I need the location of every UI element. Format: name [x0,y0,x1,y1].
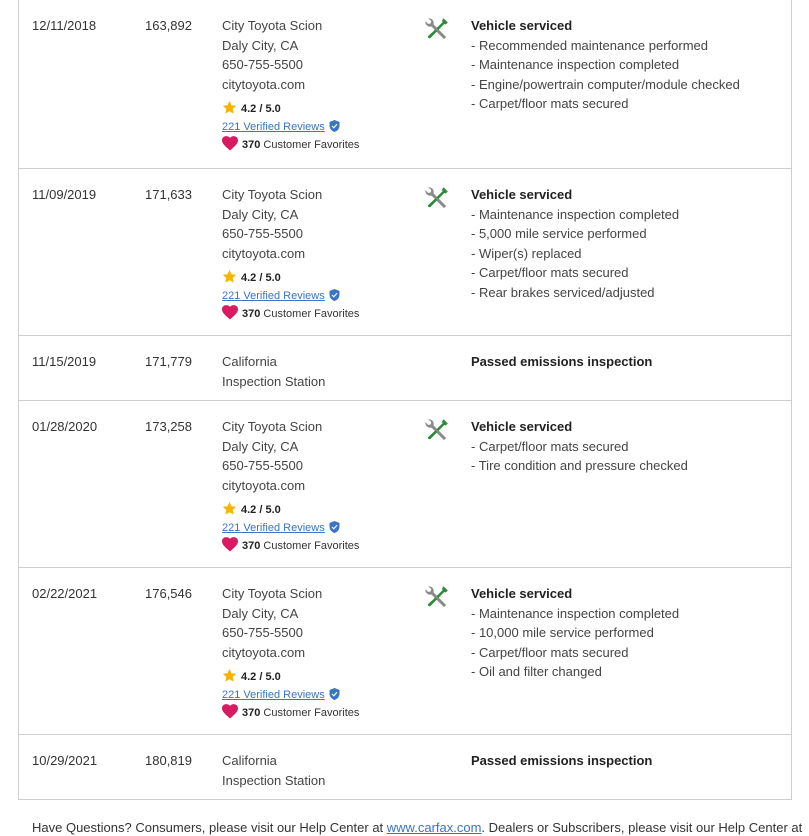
wrench-screwdriver-icon [425,186,449,210]
favorites-count: 370 [242,540,261,552]
comment-line: - Maintenance inspection completed [471,206,680,222]
source-type: Inspection Station [222,772,326,788]
history-record [19,567,791,734]
record-title: Vehicle serviced [471,586,573,601]
help-footer [32,820,802,835]
dealer-rating [222,100,359,118]
record-title: Passed emissions inspection [471,753,653,768]
star-icon [222,269,237,284]
favorites-label: Customer Favorites [263,540,360,552]
source-type: Inspection Station [222,373,326,389]
service-history-table [18,0,792,800]
record-title: Vehicle serviced [471,187,573,202]
history-record [19,168,791,335]
rating-score: 4.2 / 5.0 [241,103,281,115]
reviews-row [222,118,359,136]
customer-favorites [222,136,359,154]
source-name: California [222,753,277,768]
source-location: Daly City, CA [222,206,299,222]
favorites-count: 370 [242,308,261,320]
rating-score: 4.2 / 5.0 [241,671,281,683]
record-source [222,584,359,722]
wrench-screwdriver-icon [425,17,449,41]
comment-line: - Wiper(s) replaced [471,245,582,261]
comment-line: - 10,000 mile service performed [471,625,654,640]
record-odometer: 171,779 [145,354,192,369]
record-source [222,751,325,790]
favorites-label: Customer Favorites [263,139,360,151]
source-phone: 650-755-5500 [222,458,303,473]
record-date: 11/15/2019 [32,354,97,369]
record-odometer: 163,892 [145,18,192,33]
verified-shield-icon [329,289,340,301]
record-source [222,352,325,391]
reviews-row [222,519,359,537]
carfax-help-link[interactable]: www.carfax.com [386,820,482,835]
comment-line: - Rear brakes serviced/adjusted [471,284,655,300]
source-name: California [222,354,277,369]
footer-text-before: Have Questions? Consumers, please visit our Help Center at [32,820,387,835]
star-icon [222,501,237,516]
heart-icon [222,136,238,151]
verified-reviews-link[interactable]: 221 Verified Reviews [222,689,325,701]
heart-icon [222,704,238,719]
favorites-count: 370 [242,707,261,719]
record-odometer: 180,819 [145,753,192,768]
comment-line: - Maintenance inspection completed [471,57,680,72]
comment-line: - Maintenance inspection completed [471,605,680,621]
record-title: Vehicle serviced [471,419,573,434]
favorites-count: 370 [242,139,261,151]
verified-shield-icon [329,688,340,700]
comment-line: - Oil and filter changed [471,664,602,679]
record-comments [471,751,652,771]
source-phone: 650-755-5500 [222,226,303,241]
dealer-rating [222,668,359,686]
wrench-screwdriver-icon [425,585,449,609]
record-date: 12/11/2018 [32,18,97,33]
verified-shield-icon [329,120,340,132]
heart-icon [222,305,238,320]
record-title: Passed emissions inspection [471,354,653,369]
favorites-label: Customer Favorites [263,308,360,320]
source-website: citytoyota.com [222,76,306,92]
favorites-label: Customer Favorites [263,707,360,719]
record-date: 02/22/2021 [32,586,98,601]
record-comments [471,185,679,302]
heart-icon [222,537,238,552]
customer-favorites [222,305,359,323]
source-name: City Toyota Scion [222,18,323,33]
reviews-row [222,287,359,305]
verified-reviews-link[interactable]: 221 Verified Reviews [222,290,325,302]
dealer-rating [222,269,359,287]
record-source [222,16,359,154]
dealer-rating [222,501,359,519]
source-website: citytoyota.com [222,245,306,261]
comment-line: - Engine/powertrain computer/module checked [471,76,740,92]
record-comments [471,352,652,372]
comment-line: - Tire condition and pressure checked [471,458,688,473]
source-phone: 650-755-5500 [222,625,303,640]
reviews-row [222,686,359,704]
comment-line: - Carpet/floor mats secured [471,438,629,454]
source-location: Daly City, CA [222,605,299,621]
comment-line: - 5,000 mile service performed [471,226,647,241]
customer-favorites [222,704,359,722]
record-odometer: 173,258 [145,419,192,434]
record-odometer: 176,546 [145,586,192,601]
record-source [222,417,359,555]
star-icon [222,100,237,115]
source-phone: 650-755-5500 [222,57,303,72]
verified-shield-icon [329,521,340,533]
star-icon [222,668,237,683]
record-date: 10/29/2021 [32,753,98,768]
source-name: City Toyota Scion [222,187,323,202]
history-record [19,335,791,400]
record-comments [471,16,740,114]
record-odometer: 171,633 [145,187,192,202]
wrench-screwdriver-icon [425,418,449,442]
record-date: 11/09/2019 [32,187,97,202]
source-name: City Toyota Scion [222,419,323,434]
footer-text-after: . Dealers or Subscribers, please visit our Help Center at [481,820,803,835]
history-record [19,0,791,168]
rating-score: 4.2 / 5.0 [241,504,281,516]
comment-line: - Recommended maintenance performed [471,37,709,53]
record-comments [471,417,688,476]
source-website: citytoyota.com [222,644,306,660]
rating-score: 4.2 / 5.0 [241,272,281,284]
source-website: citytoyota.com [222,477,306,493]
record-comments [471,584,679,682]
record-date: 01/28/2020 [32,419,98,434]
history-record [19,734,791,799]
comment-line: - Carpet/floor mats secured [471,644,629,660]
history-record [19,400,791,567]
record-source [222,185,359,323]
source-name: City Toyota Scion [222,586,323,601]
record-title: Vehicle serviced [471,18,573,33]
comment-line: - Carpet/floor mats secured [471,265,629,280]
verified-reviews-link[interactable]: 221 Verified Reviews [222,121,325,133]
comment-line: - Carpet/floor mats secured [471,96,629,111]
source-location: Daly City, CA [222,438,299,454]
source-location: Daly City, CA [222,37,299,53]
customer-favorites [222,537,359,555]
verified-reviews-link[interactable]: 221 Verified Reviews [222,522,325,534]
